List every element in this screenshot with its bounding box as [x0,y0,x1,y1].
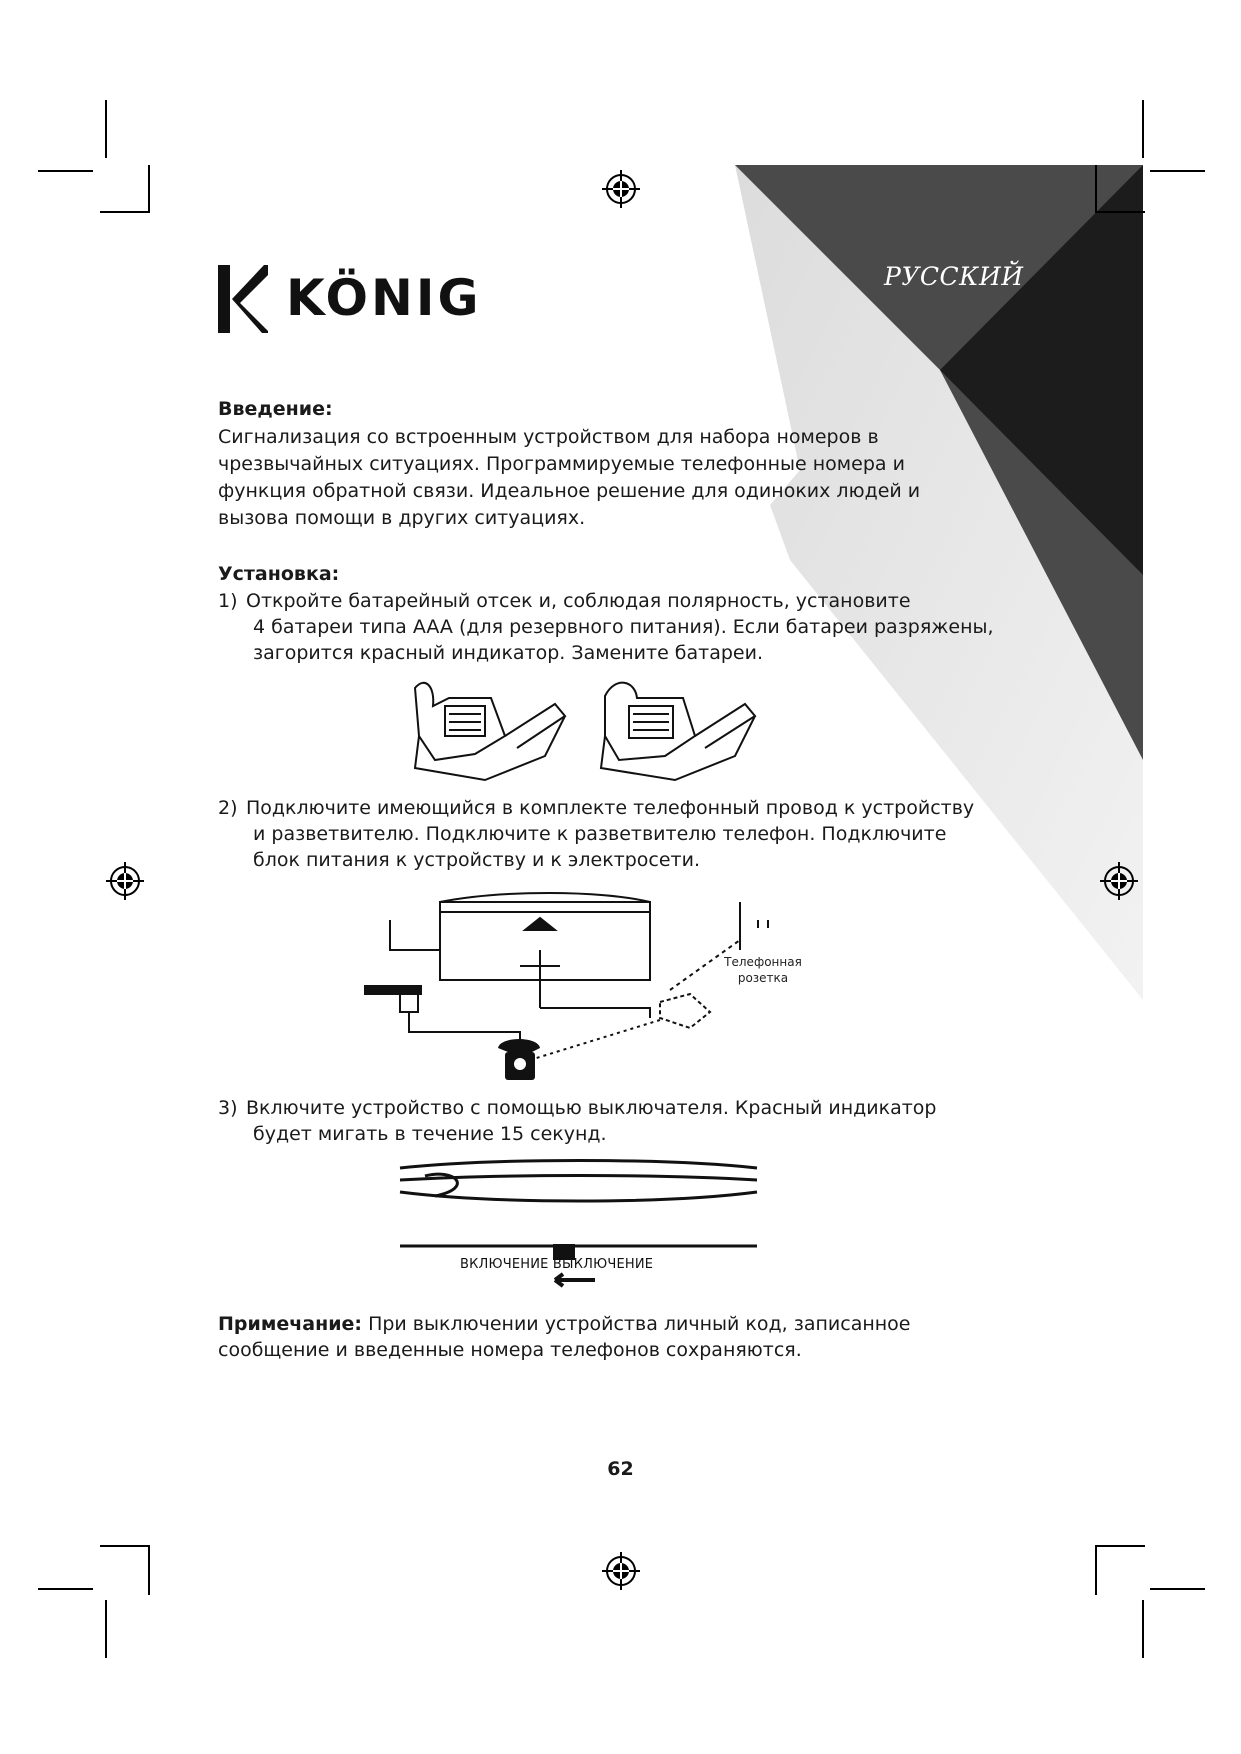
intro-paragraph [218,424,978,532]
page-number: 62 [607,1458,634,1480]
intro-line: вызова помощи в других ситуациях. [218,507,586,529]
registration-mark-icon [106,862,144,900]
crop-mark [1142,100,1144,158]
intro-line: чрезвычайных ситуациях. Программируемые телефонные номера и [218,453,905,475]
crop-mark [105,1600,107,1658]
note-text-line1: При выключении устройства личный код, записанное [362,1313,911,1335]
step-number: 2) [218,797,238,819]
registration-mark-icon [1100,862,1138,900]
battery-illustration [405,676,765,784]
konig-k-icon [218,265,268,333]
phone-socket-label-line2: розетка [737,971,789,985]
power-switch-illustration [395,1158,770,1298]
crop-mark [100,1545,150,1547]
crop-mark [1150,170,1205,172]
arrow-left-icon [555,1274,595,1286]
step-line: Откройте батарейный отсек и, соблюдая полярность, установите [246,590,911,612]
crop-mark [38,170,93,172]
install-step-1 [218,588,998,666]
language-label: РУССКИЙ [884,262,1024,291]
crop-mark [105,100,107,158]
note-label: Примечание: [218,1313,363,1335]
step-line: Подключите имеющийся в комплекте телефонный провод к устройству [246,797,975,819]
step-number: 1) [218,590,238,612]
step-line: Включите устройство с помощью выключателя. Красный индикатор [246,1097,937,1119]
note-text-line2: сообщение и введенные номера телефонов сохраняются. [218,1339,802,1361]
power-switch-label: ВКЛЮЧЕНИЕ ВЫКЛЮЧЕНИЕ [460,1257,654,1272]
phone-socket-label-line1: Телефонная [724,955,802,969]
note-paragraph [218,1311,978,1363]
intro-line: Сигнализация со встроенным устройством для набора номеров в [218,426,879,448]
crop-mark [148,165,150,213]
connection-diagram [360,890,780,1090]
intro-heading: Введение: [218,398,333,420]
install-heading: Установка: [218,563,340,585]
crop-mark [100,211,150,213]
telephone-icon [498,1039,540,1080]
intro-line: функция обратной связи. Идеальное решение для одиноких людей и [218,480,921,502]
crop-mark [148,1545,150,1595]
crop-mark [1095,1545,1097,1595]
crop-mark [38,1588,93,1590]
install-step-3 [218,1095,998,1147]
step-line: и разветвителю. Подключите к разветвителю телефон. Подключите [253,823,947,845]
crop-mark [1150,1588,1205,1590]
step-line: 4 батареи типа AAA (для резервного питания). Если батареи разряжены, [253,616,994,638]
step-number: 3) [218,1097,238,1119]
install-step-2 [218,795,998,873]
brand-name: KÖNIG [286,269,482,327]
step-line: блок питания к устройству и к электросети. [253,849,701,871]
registration-mark-icon [602,170,640,208]
crop-mark [1095,211,1145,213]
crop-mark [1142,1600,1144,1658]
crop-mark [1095,165,1097,213]
step-line: загорится красный индикатор. Замените батареи. [253,642,764,664]
crop-mark [1095,1545,1145,1547]
brand-logo [218,265,482,335]
phone-socket-label [718,954,808,986]
step-line: будет мигать в течение 15 секунд. [253,1123,607,1145]
registration-mark-icon [602,1552,640,1590]
